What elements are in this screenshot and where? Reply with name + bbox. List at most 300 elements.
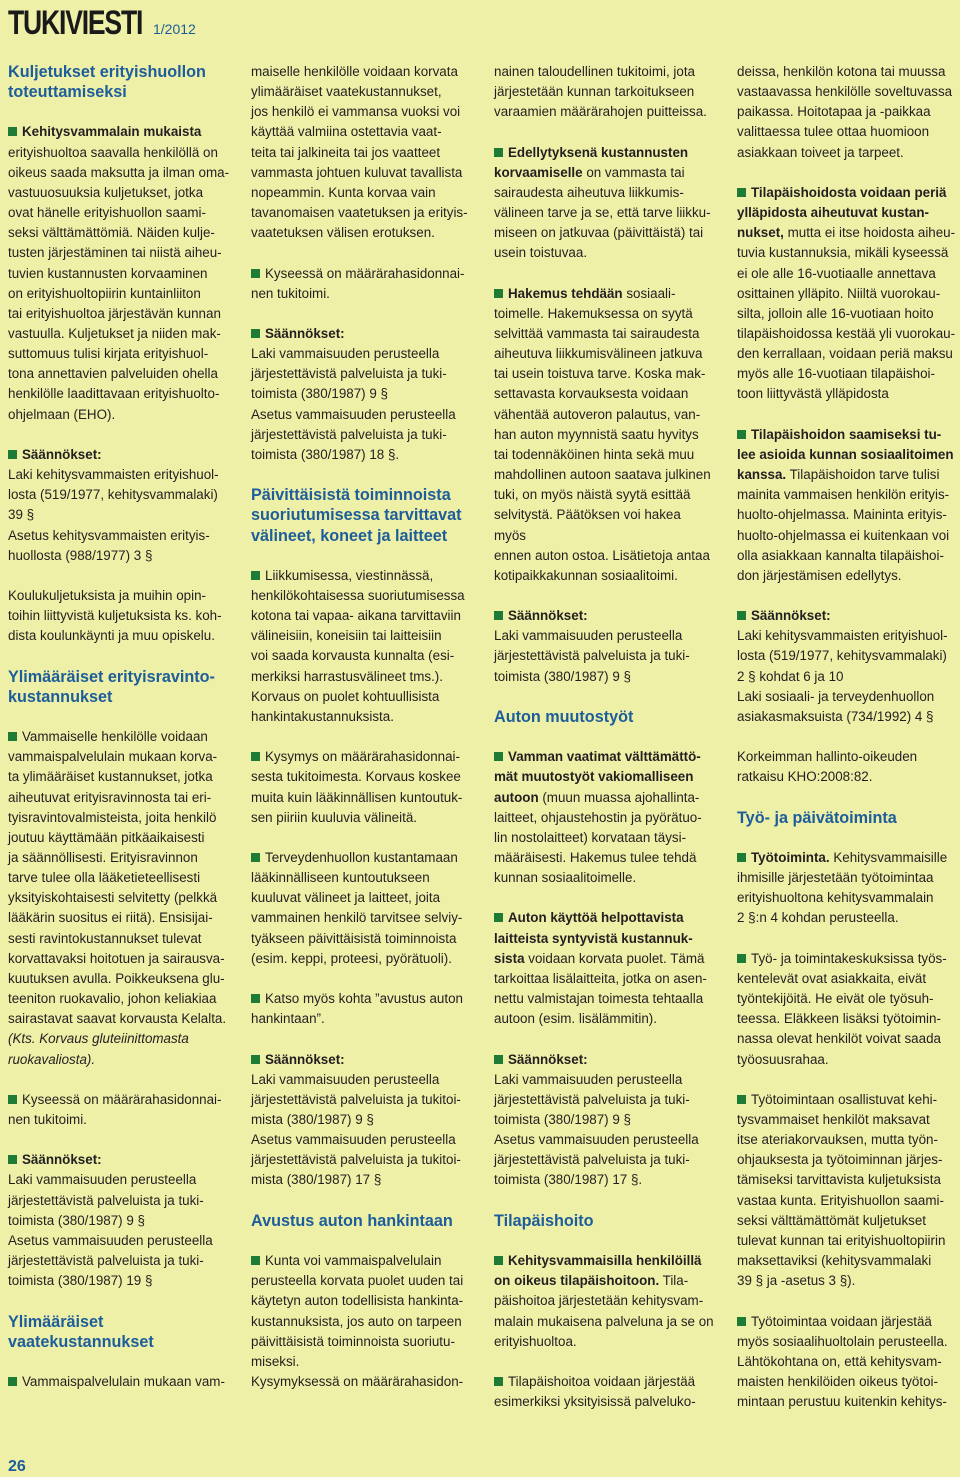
paragraph xyxy=(737,1312,959,1413)
paragraph xyxy=(737,747,959,787)
text-line: nen tukitoimi. xyxy=(8,1112,87,1128)
spacer xyxy=(737,1291,959,1311)
text-line: tuki, on myös näistä syytä esittää xyxy=(494,487,691,503)
spacer xyxy=(737,586,959,606)
text-line: malain mukaisena palveluna ja se on xyxy=(494,1313,714,1329)
bullet-square-icon xyxy=(8,1377,17,1386)
text-line: Korvaus on puolet kohtuullisista xyxy=(251,688,440,704)
text-line: Kysymyksessä on määrärahasidon- xyxy=(251,1374,464,1389)
text-line: tulevat kunnan tai erityishuoltopiirin xyxy=(737,1232,946,1248)
text-line: sen piiriin kuuluvia välineitä. xyxy=(251,809,417,825)
italic-text: (Kts. Korvaus gluteiinittomasta xyxy=(8,1031,189,1047)
paragraph xyxy=(737,949,959,1070)
text-line: nen tukitoimi. xyxy=(251,285,330,301)
spacer xyxy=(251,304,473,324)
text-line: Vammaispalvelulain mukaan vam- xyxy=(22,1374,225,1390)
text-line: teessa. Eläkkeen lisäksi työtoimin- xyxy=(737,1011,941,1027)
text-line: välineisiin, koneisiin tai laitteisiin xyxy=(251,628,442,644)
bold-lead: Tilapäishoidon saamiseksi tu- xyxy=(751,426,942,442)
text-line: Asetus kehitysvammaisten erityis- xyxy=(8,527,210,543)
text-line: vähentää autoveron palautus, van- xyxy=(494,406,701,422)
bullet-square-icon xyxy=(494,1055,503,1064)
bullet-square-icon xyxy=(737,188,746,197)
text-line: perusteella korvata puolet uuden tai xyxy=(251,1273,464,1289)
text-line: toimista (380/1987) 17 §. xyxy=(494,1172,643,1188)
heading-line: Ylimääräiset xyxy=(8,1312,104,1331)
text-line: hankintaan”. xyxy=(251,1011,325,1027)
heading-line: Kuljetukset erityishuollon xyxy=(8,63,206,81)
bold-text: nukset, xyxy=(737,225,784,241)
section-heading xyxy=(494,707,716,727)
text-line: mutta ei itse hoidosta aiheu- xyxy=(783,225,956,241)
text-line: vaatetuksen välisen erotuksen. xyxy=(251,225,435,241)
heading-line: Avustus auton hankintaan xyxy=(251,1211,453,1230)
text-line: valittaessa tulee ottaa huomioon xyxy=(737,124,930,140)
spacer xyxy=(251,1029,473,1049)
text-line: kustannuksista, jos auto on tarpeen xyxy=(251,1313,462,1329)
text-line: Työtoimintaa voidaan järjestää xyxy=(751,1313,932,1329)
spacer xyxy=(494,586,716,606)
text-line: ihmisille järjestetään työtoimintaa xyxy=(737,870,934,886)
text-line: järjestettävistä palveluista ja tuki- xyxy=(8,1192,204,1208)
paragraph xyxy=(494,747,716,888)
spacer xyxy=(251,969,473,989)
text-line: erityishuoltoa saavalla henkilöllä on xyxy=(8,144,218,160)
text-line: Laki kehitysvammaisten erityishuol- xyxy=(737,628,948,644)
heading-line: Päivittäisistä toiminnoista xyxy=(251,486,451,505)
spacer xyxy=(251,546,473,566)
paragraph xyxy=(8,1372,230,1392)
paragraph xyxy=(251,989,473,1029)
bullet-square-icon xyxy=(494,913,503,922)
bullet-square-icon xyxy=(8,450,17,459)
bold-text: kanssa. xyxy=(737,467,787,483)
bold-lead: Hakemus tehdään xyxy=(508,285,623,301)
bold-text: laitteista syntyvistä kustannuk- xyxy=(494,930,693,946)
spacer xyxy=(494,888,716,908)
bullet-square-icon xyxy=(8,1095,17,1104)
text-line: nettu valmistajan toimesta tehtaalla xyxy=(494,991,704,1007)
spacer xyxy=(494,1029,716,1049)
text-line: tai usein toistuva tarve. Koska mak- xyxy=(494,366,706,382)
text-line: aiheutuvat erityisravinnosta tai eri- xyxy=(8,789,212,805)
bullet-square-icon xyxy=(494,752,503,761)
bullet-square-icon xyxy=(251,752,260,761)
paragraph xyxy=(8,727,230,1070)
text-line: vammaispalvelulain mukaan korva- xyxy=(8,749,218,765)
text-line: järjestettävistä palveluista ja tuki- xyxy=(251,366,447,382)
heading-line: Auton muutostyöt xyxy=(494,707,634,726)
spacer xyxy=(8,707,230,727)
paragraph xyxy=(737,1090,959,1292)
text-line: järjestettävistä palveluista ja tuki- xyxy=(8,1253,204,1269)
text-line: mista (380/1987) 17 § xyxy=(251,1172,382,1188)
text-line: tai erityishuoltoa järjestävän kunnan xyxy=(8,305,221,321)
text-line: paikassa. Hoitotapaa ja -paikkaa xyxy=(737,104,931,120)
spacer xyxy=(737,1070,959,1090)
paragraph xyxy=(8,586,230,646)
spacer xyxy=(251,727,473,747)
bold-lead: Työtoiminta. xyxy=(751,850,830,865)
spacer xyxy=(494,1352,716,1372)
text-line: Lähtökohtana on, että kehitysvam- xyxy=(737,1353,942,1369)
bullet-square-icon xyxy=(494,1256,503,1265)
text-line: tyisravintovalmisteista, joita henkilö xyxy=(8,809,217,825)
text-line: toimista (380/1987) 9 § xyxy=(494,1112,631,1128)
text-line: päivittäisistä toiminnoista suoriutu- xyxy=(251,1333,455,1349)
text-line: voidaan korvata puolet. Tämä xyxy=(524,950,705,966)
paragraph xyxy=(8,122,230,424)
spacer xyxy=(494,122,716,142)
text-line: tusten järjestäminen tai niistä aiheu- xyxy=(8,245,222,261)
text-line: (esim. keppi, proteesi, pyörätuoli). xyxy=(251,950,452,966)
bold-text: sista xyxy=(494,950,525,966)
text-line: järjestettävistä palveluista ja tukitoi- xyxy=(251,1091,461,1107)
bold-text: ylläpidosta aiheutuvat kustan- xyxy=(737,205,929,221)
bullet-square-icon xyxy=(494,148,503,157)
text-line: mintaan perustuu kuitenkin kehitys- xyxy=(737,1394,947,1410)
text-line: vammasta johtuen kuluvat tavallista xyxy=(251,164,463,180)
text-line: maksettaviksi (kehitysvammalaki xyxy=(737,1253,932,1269)
text-line: Laki vammaisuuden perusteella xyxy=(8,1172,197,1188)
spacer xyxy=(737,828,959,848)
heading-line: Työ- ja päivätoiminta xyxy=(737,808,897,827)
paragraph xyxy=(737,425,959,586)
bullet-square-icon xyxy=(737,430,746,439)
bullet-square-icon xyxy=(251,1055,260,1064)
column-2 xyxy=(251,62,473,1392)
text-line: Laki sosiaali- ja terveydenhuollon xyxy=(737,688,935,704)
text-line: olla asiakkaan kannalta tilapäishoi- xyxy=(737,547,944,563)
text-line: 39 § ja -asetus 3 §). xyxy=(737,1273,856,1289)
text-line: autoon (esim. lisälämmitin). xyxy=(494,1011,657,1027)
spacer xyxy=(494,1191,716,1211)
text-line: ja säännöllisesti. Erityisravinnon xyxy=(8,850,198,866)
bold-lead: Säännökset: xyxy=(751,608,831,624)
issue-number: 1/2012 xyxy=(153,21,196,37)
text-line: voi saada korvausta kunnalta (esi- xyxy=(251,648,455,664)
text-line: kunnan sosiaalitoimelle. xyxy=(494,870,637,886)
bullet-square-icon xyxy=(251,1256,260,1265)
text-line: tarve tulee olla lääketieteellisesti xyxy=(8,870,201,886)
text-line: varaamien määrärahojen puitteissa. xyxy=(494,104,707,120)
paragraph xyxy=(494,1372,716,1412)
text-line: settavasta korvauksesta voidaan xyxy=(494,386,689,402)
text-line: deissa, henkilön kotona tai muussa xyxy=(737,64,946,79)
paragraph xyxy=(737,62,959,163)
text-line: erityishuoltona kehitysvammalain xyxy=(737,890,934,906)
paragraph xyxy=(494,284,716,586)
column-3 xyxy=(494,62,716,1412)
bold-lead: Auton käyttöä helpottavista xyxy=(508,910,684,926)
text-line: asiakasmaksuista (734/1992) 4 § xyxy=(737,708,934,724)
heading-line: kustannukset xyxy=(8,687,113,706)
text-line: tyäkseen päivittäisistä toiminnoista xyxy=(251,930,457,946)
text-line: Laki vammaisuuden perusteella xyxy=(251,1071,440,1087)
bullet-square-icon xyxy=(8,1155,17,1164)
text-line: han auton myynnistä saatu hyvitys xyxy=(494,426,699,442)
bold-text: korvaamiselle xyxy=(494,164,583,180)
text-line: korvattavaksi hoitotuen ja sairausva- xyxy=(8,950,225,966)
heading-line: vaatekustannukset xyxy=(8,1332,154,1351)
text-line: kotona tai vapaa- aikana tarvittaviin xyxy=(251,608,461,624)
text-line: Laki kehitysvammaisten erityishuol- xyxy=(8,467,219,483)
text-line: tavanomaisen vaatetuksen ja erityis- xyxy=(251,205,468,221)
heading-line: välineet, koneet ja laitteet xyxy=(251,526,448,545)
text-line: sairaudesta aiheutuva liikkumis- xyxy=(494,184,684,200)
text-line: on erityishuoltopiirin kuntainliiton xyxy=(8,285,201,301)
section-heading xyxy=(737,808,959,828)
text-line: tämiseksi tarvittavista kuljetuksista xyxy=(737,1172,941,1188)
text-line: tuvien kustannusten korvaaminen xyxy=(8,265,208,281)
text-line: järjestetään kunnan tarkoitukseen xyxy=(494,84,695,100)
column-4 xyxy=(737,62,959,1412)
paragraph xyxy=(8,445,230,566)
bold-lead: Säännökset: xyxy=(508,608,588,624)
bold-text: lee asioida kunnan sosiaalitoimen xyxy=(737,446,954,462)
bold-lead: Säännökset: xyxy=(265,326,345,341)
text-line: päishoitoa järjestetään kehitysvam- xyxy=(494,1293,704,1309)
spacer xyxy=(251,1231,473,1251)
text-line: miseksi. xyxy=(251,1353,300,1369)
paragraph xyxy=(737,183,959,405)
bold-lead: Säännökset: xyxy=(22,446,102,462)
text-line: 39 § xyxy=(8,507,35,523)
text-line: toon liittyvästä ylläpidosta xyxy=(737,386,889,402)
text-line: osittainen ylläpito. Niiltä vuorokau- xyxy=(737,285,941,301)
text-line: järjestettävistä palveluista ja tuki- xyxy=(494,1091,690,1107)
text-line: (muun muassa ajohallinta- xyxy=(538,789,700,805)
bold-lead: Kehitysvammaisilla henkilöillä xyxy=(508,1253,702,1269)
heading-line: suoriutumisessa tarvittavat xyxy=(251,506,462,525)
paragraph xyxy=(494,62,716,122)
spacer xyxy=(251,243,473,263)
text-line: työntekijöitä. He eivät ole työsuh- xyxy=(737,991,934,1007)
text-line: dista koulunkäynti ja muu opiskelu. xyxy=(8,628,215,644)
bold-lead: Edellytyksenä kustannusten xyxy=(508,144,689,160)
text-line: Laki vammaisuuden perusteella xyxy=(251,346,440,362)
text-line: järjestettävistä palveluista ja tuki- xyxy=(494,648,690,664)
text-line: nopeammin. Kunta korvaa vain xyxy=(251,184,436,200)
text-line: Laki vammaisuuden perusteella xyxy=(494,1071,683,1087)
text-line: myös sosiaalihuoltolain perusteella. xyxy=(737,1333,948,1349)
text-line: Kysymys on määrärahasidonnai- xyxy=(265,749,460,765)
text-line: tysvammaiset henkilöt maksavat xyxy=(737,1112,930,1127)
paragraph xyxy=(8,1090,230,1130)
text-line: vastaa kunta. Erityishuollon saami- xyxy=(737,1192,944,1208)
text-line: mista (380/1987) 9 § xyxy=(251,1112,374,1127)
text-line: käyttää valmiina ostettavia vaat- xyxy=(251,124,442,140)
text-line: henkilökohtaisessa suoriutumisessa xyxy=(251,588,465,603)
text-line: vammainen henkilö tarvitsee selviy- xyxy=(251,910,463,926)
text-line: Asetus vammaisuuden perusteella xyxy=(494,1132,699,1148)
magazine-title: TUKIVIESTI xyxy=(8,4,143,42)
section-heading xyxy=(8,667,230,707)
paragraph xyxy=(251,747,473,828)
text-line: myös alle 16-vuotiaan tilapäishoi- xyxy=(737,366,935,382)
paragraph xyxy=(251,848,473,969)
spacer xyxy=(8,1070,230,1090)
text-line: kuuluvat välineet ja laitteet, joita xyxy=(251,890,441,906)
text-line: tarkoittaa lisälaitteita, jotka on asen- xyxy=(494,970,707,986)
text-line: Koulukuljetuksista ja muihin opin- xyxy=(8,588,206,604)
bullet-square-icon xyxy=(737,611,746,620)
text-line: sesta tukitoimesta. Korvaus koskee xyxy=(251,769,461,785)
spacer xyxy=(737,163,959,183)
text-line: maisten henkilöiden oikeus työtoi- xyxy=(737,1374,938,1390)
text-line: muita kuin lääkinnällisen kuntoutuk- xyxy=(251,789,463,805)
bold-lead: Vamman vaatimat välttämättö- xyxy=(508,749,701,765)
italic-text: ruokavaliosta). xyxy=(8,1051,96,1067)
text-line: ei ole alle 16-vuotiaalle annettava xyxy=(737,265,936,281)
text-line: Työ- ja toimintakeskuksissa työs- xyxy=(751,950,947,966)
bullet-square-icon xyxy=(251,571,260,580)
text-line: Laki vammaisuuden perusteella xyxy=(494,628,683,644)
section-heading xyxy=(494,1211,716,1231)
bullet-square-icon xyxy=(737,1317,746,1326)
text-line: nainen taloudellinen tukitoimi, jota xyxy=(494,64,695,79)
text-line: seksi välttämättömiä. Näiden kulje- xyxy=(8,225,215,241)
bullet-square-icon xyxy=(8,732,17,741)
text-line: ohjauksesta ja työtoiminnan järjes- xyxy=(737,1152,943,1168)
text-line: työosuusrahaa. xyxy=(737,1051,829,1067)
text-line: yksityiskohtaisesti selvitetty (pelkkä xyxy=(8,890,218,906)
paragraph xyxy=(737,606,959,727)
text-line: selvittää vammasta tai sairaudesta xyxy=(494,326,700,341)
paragraph xyxy=(251,566,473,727)
text-line: järjestettävistä palveluista ja tukitoi- xyxy=(251,1152,461,1168)
spacer xyxy=(251,1191,473,1211)
text-line: järjestettävistä palveluista ja tuki- xyxy=(494,1152,690,1168)
section-heading xyxy=(8,1312,230,1352)
spacer xyxy=(737,788,959,808)
paragraph xyxy=(494,606,716,687)
text-line: Vammaiselle henkilölle voidaan xyxy=(22,729,208,745)
spacer xyxy=(494,727,716,747)
spacer xyxy=(494,1231,716,1251)
text-line: käytetyn auton todellisista hankinta- xyxy=(251,1293,464,1309)
paragraph xyxy=(494,1251,716,1352)
spacer xyxy=(737,405,959,425)
paragraph xyxy=(737,848,959,929)
bold-lead: Tilapäishoidosta voidaan periä xyxy=(751,184,947,200)
text-line: kotipaikkakunnan sosiaalitoimi. xyxy=(494,567,678,583)
text-line: seksi välttämättömät kuljetukset xyxy=(737,1212,927,1228)
text-line: hankintakustannuksista. xyxy=(251,708,394,724)
spacer xyxy=(494,687,716,707)
text-line: toimista (380/1987) 18 §. xyxy=(251,446,400,462)
spacer xyxy=(8,102,230,122)
paragraph xyxy=(251,1251,473,1392)
text-line: toihin liittyvistä kuljetuksista ks. koh- xyxy=(8,608,222,624)
text-line: toimista (380/1987) 9 § xyxy=(251,386,388,402)
page-number: 26 xyxy=(8,1458,26,1475)
text-line: suttomuus tulisi kirjata erityishuol- xyxy=(8,346,209,362)
text-line: lääkinnälliseen kuntoutukseen xyxy=(251,870,430,886)
bullet-square-icon xyxy=(251,329,260,338)
spacer xyxy=(8,1130,230,1150)
paragraph xyxy=(494,143,716,264)
text-line: losta (519/1977, kehitysvammalaki) xyxy=(737,648,947,664)
text-line: vastuuosuuksia kuljetukset, jotka xyxy=(8,184,204,200)
spacer xyxy=(737,929,959,949)
text-line: losta (519/1977, kehitysvammalaki) xyxy=(8,487,218,503)
text-line: Tila- xyxy=(659,1273,689,1289)
bold-lead: Säännökset: xyxy=(265,1051,345,1067)
spacer xyxy=(251,465,473,485)
text-line: tai todennäköinen hinta sekä muu xyxy=(494,446,695,462)
text-line: Kehitysvammaisille xyxy=(829,850,948,865)
bold-text: mät muutostyöt vakiomalliseen xyxy=(494,769,694,785)
text-line: tilapäishoidossa kestää yli vuorokau- xyxy=(737,326,956,342)
text-line: sairastavat saavat korvausta Kelalta. xyxy=(8,1011,227,1027)
text-line: Kunta voi vammaispalvelulain xyxy=(265,1253,442,1269)
text-line: Työtoimintaan osallistuvat kehi- xyxy=(751,1091,938,1107)
text-line: tuvia kustannuksia, mikäli kyseessä xyxy=(737,245,949,261)
text-line: den kerrallaan, voidaan periä maksu xyxy=(737,346,953,362)
spacer xyxy=(251,828,473,848)
section-heading xyxy=(251,485,473,545)
text-line: Korkeimman hallinto-oikeuden xyxy=(737,749,918,765)
text-line: erityishuoltoa. xyxy=(494,1333,577,1349)
bold-lead: Kehitysvammalain mukaista xyxy=(22,124,202,140)
spacer xyxy=(8,1291,230,1311)
bold-text: autoon xyxy=(494,789,539,805)
text-line: on vammasta tai xyxy=(582,164,685,180)
bullet-square-icon xyxy=(251,853,260,862)
text-line: laitteet, ohjaustehostin ja pyörätuo- xyxy=(494,809,702,825)
text-line: huolto-ohjelmassa ei kuitenkaan voi xyxy=(737,527,950,543)
text-line: aiheutuva liikkumisvälineen jatkuva xyxy=(494,346,703,362)
text-line: toimista (380/1987) 9 § xyxy=(494,668,631,684)
paragraph xyxy=(251,324,473,465)
text-line: Liikkumisessa, viestinnässä, xyxy=(265,567,434,583)
text-line: 2 § kohdat 6 ja 10 xyxy=(737,668,844,684)
text-line: oikeus saada maksutta ja ilman oma- xyxy=(8,164,230,180)
text-line: ta ylimääräiset kustannukset, jotka xyxy=(8,769,213,785)
text-line: teeniton ruokavalio, johon keliakiaa xyxy=(8,991,217,1007)
text-line: ohjelmaan (EHO). xyxy=(8,406,116,422)
spacer xyxy=(8,425,230,445)
text-line: don järjestämisen edellytys. xyxy=(737,567,902,583)
text-line: merkiksi harrastusvälineet tms.). xyxy=(251,668,443,684)
text-line: toimista (380/1987) 19 § xyxy=(8,1273,153,1289)
text-line: Kyseessä on määrärahasidonnai- xyxy=(265,265,465,281)
section-heading xyxy=(8,62,230,102)
heading-line: Ylimääräiset erityisravinto- xyxy=(8,667,215,686)
text-line: lin nostolaitteet) korvataan täysi- xyxy=(494,829,687,845)
text-line: Tilapäishoidon tarve tulisi xyxy=(786,467,940,483)
text-line: maiselle henkilölle voidaan korvata xyxy=(251,64,458,79)
text-line: huollosta (988/1977) 3 § xyxy=(8,547,153,563)
text-line: Tilapäishoitoa voidaan järjestää xyxy=(508,1374,696,1389)
bullet-square-icon xyxy=(494,289,503,298)
text-line: esimerkiksi yksityisissä palveluko- xyxy=(494,1394,696,1410)
text-line: toimista (380/1987) 9 § xyxy=(8,1212,145,1228)
paragraph xyxy=(494,908,716,1029)
text-line: tona annettavien palveluiden ohella xyxy=(8,366,218,382)
paragraph xyxy=(251,62,473,243)
text-line: Asetus vammaisuuden perusteella xyxy=(251,406,456,422)
bullet-square-icon xyxy=(737,1095,746,1104)
text-line: ennen auton ostoa. Lisätietoja antaa xyxy=(494,547,710,563)
text-line: mainita vammaisen henkilön erityis- xyxy=(737,487,950,503)
text-line: järjestettävistä palveluista ja tuki- xyxy=(251,426,447,442)
paragraph xyxy=(251,1050,473,1191)
text-line: välineen tarve ja se, että tarve liikku- xyxy=(494,205,711,221)
bold-text: on oikeus tilapäishoitoon. xyxy=(494,1273,660,1289)
paragraph xyxy=(251,264,473,304)
